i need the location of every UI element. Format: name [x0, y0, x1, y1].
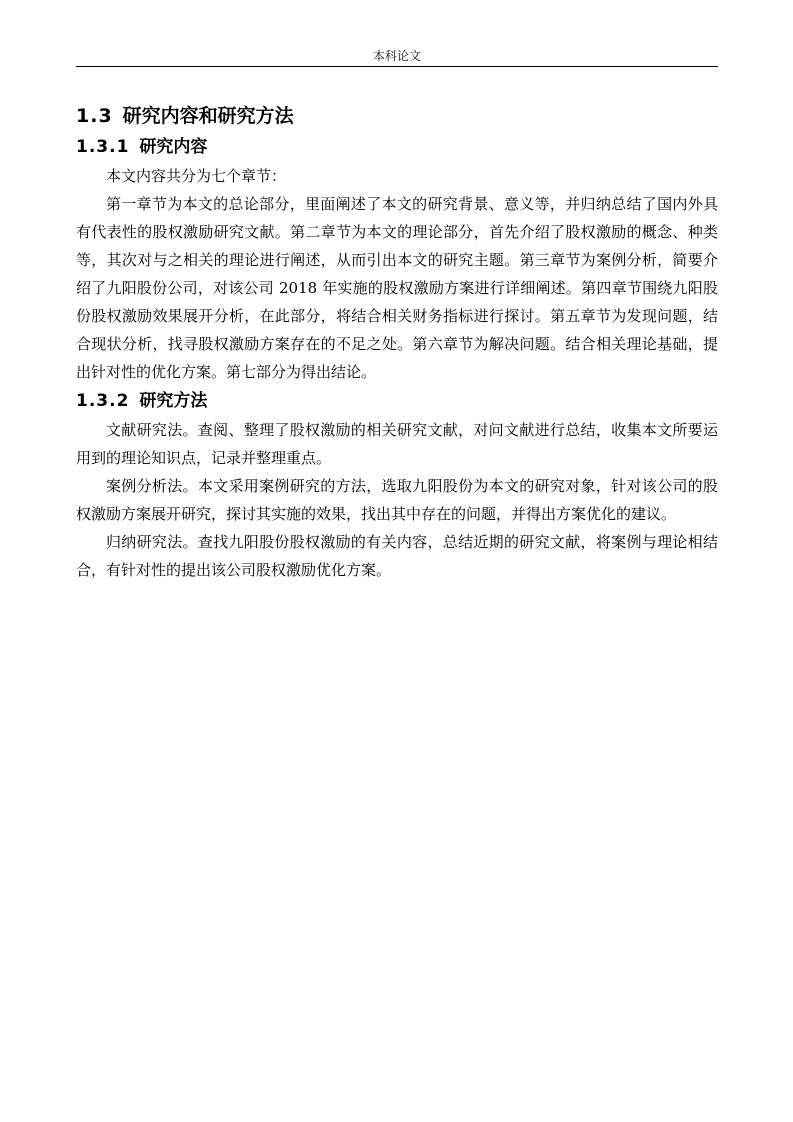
subsection-heading-research-methods	[76, 386, 718, 416]
paragraph-chapter-count: 本文内容共分为七个章节：	[106, 167, 287, 185]
paragraph-literature-method: 文献研究法。查阅、整理了股权激励的相关研究文献，对问文献进行总结，收集本文所要运用到的理论知识点，记录并整理重点。	[76, 421, 718, 467]
subsection-title: 研究内容	[139, 137, 208, 157]
section-title: 研究内容和研究方法	[122, 105, 294, 127]
subsection-heading-research-content	[76, 132, 718, 162]
paragraph-chapter-overview: 第一章节为本文的总论部分，里面阐述了本文的研究背景、意义等，并归纳总结了国内外具有代表性的股权激励研究文献。第二章节为本文的理论部分，首先介绍了股权激励的概念、种类等，其次对与之相关的理论进行阐述，从而引出本文的研究主题。第三章节为案例分析，简要介绍了九阳股份公司，对该公司 2018 年实施的股权激励方案进行详细阐述。第四章节围绕九阳股份股权激励效果展开分析，在此部分，将结合相关财务指标进行探讨。第五章节为发现问题，结合现状分析，找寻股权激励方案存在的不足之处。第六章节为解决问题。结合相关理论基础，提出针对性的优化方案。第七部分为得出结论。	[76, 195, 718, 381]
header-rule	[76, 66, 718, 67]
paragraph-case-method: 案例分析法。本文采用案例研究的方法，选取九阳股份为本文的研究对象，针对该公司的股权激励方案展开研究，探讨其实施的效果，找出其中存在的问题，并得出方案优化的建议。	[76, 477, 718, 523]
page-header: 本科论文	[372, 49, 421, 63]
subsection-number: 1.3.1	[76, 137, 130, 157]
section-heading	[76, 100, 718, 132]
subsection-number: 1.3.2	[76, 391, 130, 411]
subsection-title: 研究方法	[139, 391, 208, 411]
document-body	[76, 100, 718, 584]
section-number: 1.3	[76, 105, 113, 127]
paragraph-inductive-method: 归纳研究法。查找九阳股份股权激励的有关内容，总结近期的研究文献，将案例与理论相结合，有针对性的提出该公司股权激励优化方案。	[76, 533, 718, 579]
